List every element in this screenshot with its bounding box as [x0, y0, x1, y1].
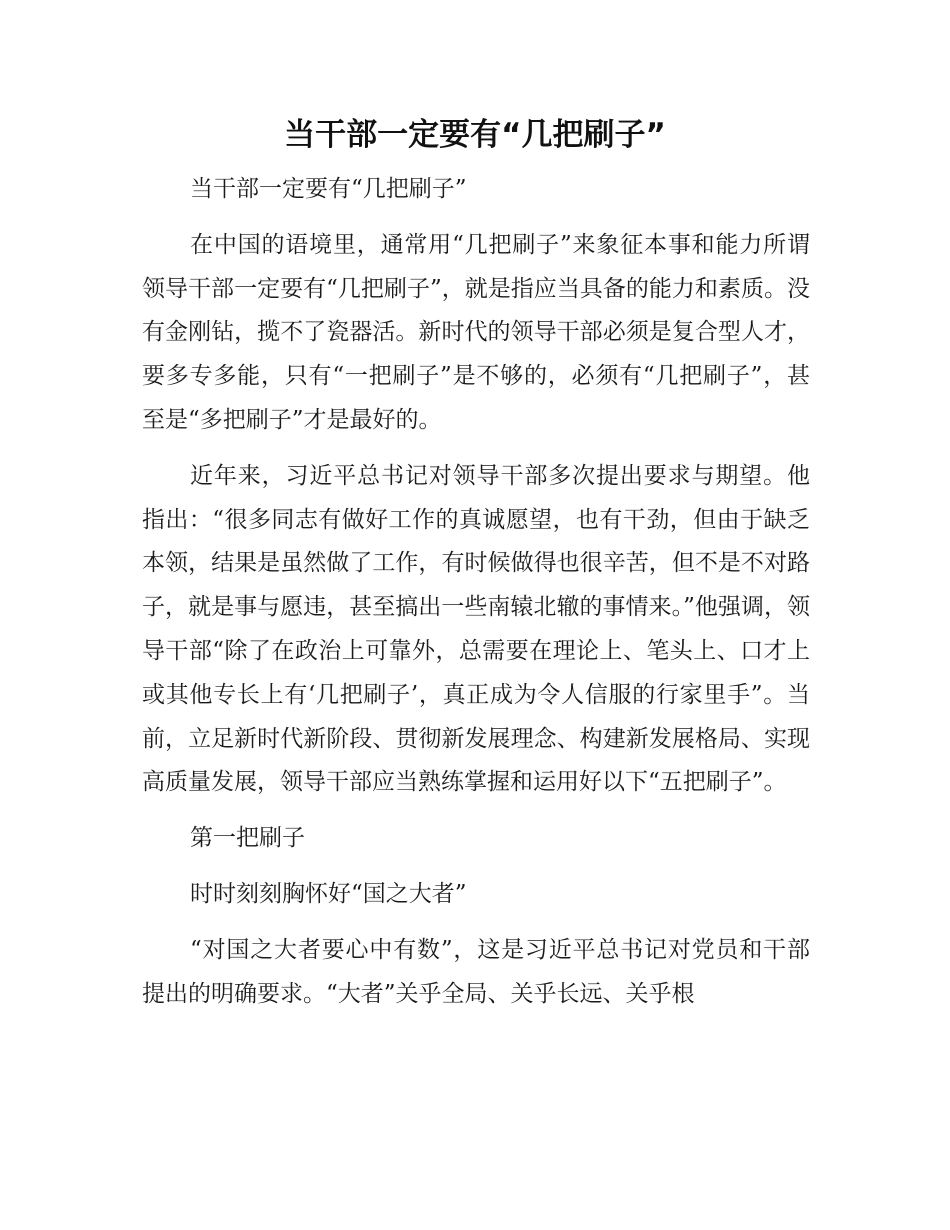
- document-title: 当干部一定要有“几把刷子”: [284, 117, 666, 153]
- context-paragraph: 近年来，习近平总书记对领导干部多次提出要求与期望。他指出：“很多同志有做好工作的真诚愿望，也有干劲，但由于缺乏本领，结果是虽然做了工作，有时候做得也很辛苦，但不是不对路子，就是事与愿违，甚至搞出一些南辕北辙的事情来。”他强调，领导干部“除了在政治上可靠外，总需要在理论上、笔头上、口才上或其他专长上有‘几把刷子’，真正成为令人信服的行家里手”。当前，立足新时代新阶段、贯彻新发展理念、构建新发展格局、实现高质量发展，领导干部应当熟练掌握和运用好以下“五把刷子”。: [142, 462, 810, 796]
- subtitle-paragraph: 当干部一定要有“几把刷子”: [190, 176, 467, 202]
- section-paragraph: “对国之大者要心中有数”，这是习近平总书记对党员和干部提出的明确要求。“大者”关乎全局、关乎长远、关乎根: [142, 936, 810, 1007]
- document-body: [142, 168, 810, 1028]
- intro-paragraph: 在中国的语境里，通常用“几把刷子”来象征本事和能力所谓领导干部一定要有“几把刷子”，就是指应当具备的能力和素质。没有金刚钻，揽不了瓷器活。新时代的领导干部必须是复合型人才，要多专多能，只有“一把刷子”是不够的，必须有“几把刷子”，甚至是“多把刷子”才是最好的。: [142, 231, 810, 433]
- section-heading: 第一把刷子: [190, 825, 305, 852]
- section-subheading: 时时刻刻胸怀好“国之大者”: [190, 880, 467, 907]
